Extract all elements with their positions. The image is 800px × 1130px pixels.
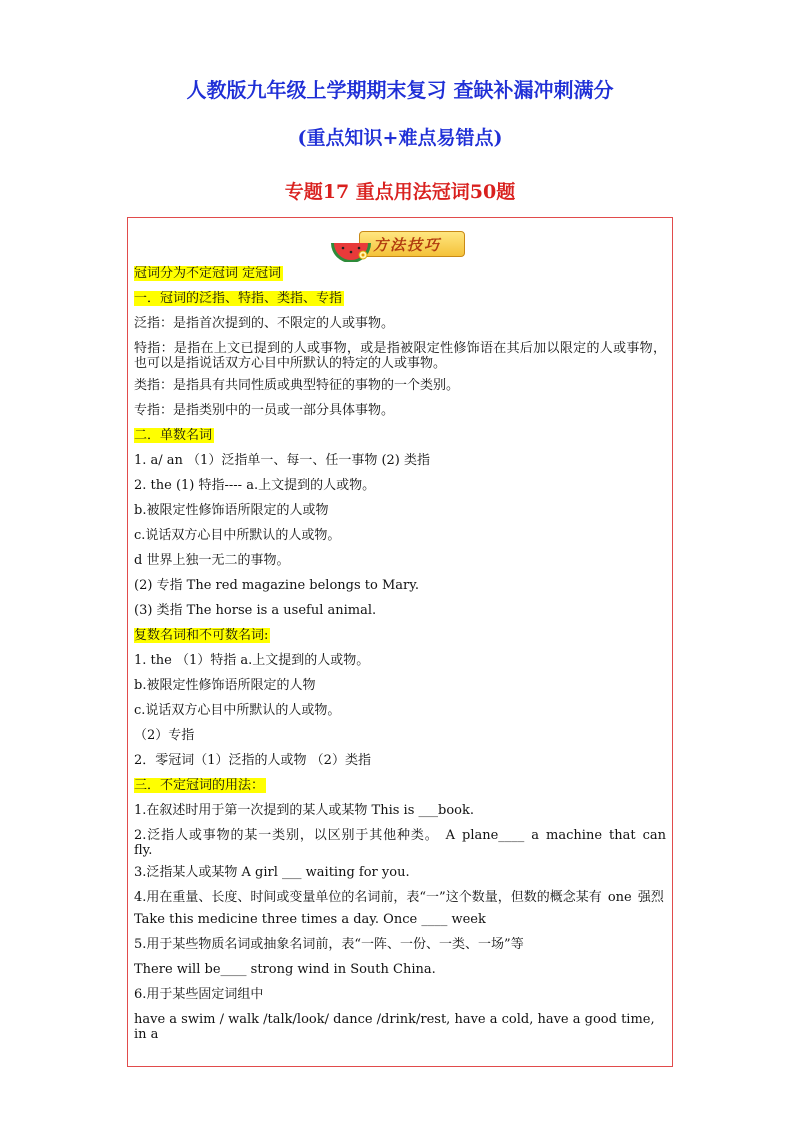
document-title: 人教版九年级上学期期末复习 查缺补漏冲刺满分 xyxy=(186,78,614,102)
line-text: 1.在叙述时用于第一次提到的某人或某物 This is ___book. xyxy=(134,803,474,818)
line-text: d 世界上独一无二的事物。 xyxy=(134,553,290,568)
content-line xyxy=(134,653,666,668)
line-text: 1. a/ an （1）泛指单一、每一、任一事物 (2) 类指 xyxy=(134,453,431,468)
content-line xyxy=(134,828,666,858)
line-text: 6.用于某些固定词组中 xyxy=(134,987,264,1002)
content-line xyxy=(134,341,666,371)
line-text: c.说话双方心目中所默认的人或物。 xyxy=(134,528,341,543)
content-line xyxy=(134,962,666,977)
line-text: 5.用于某些物质名词或抽象名词前，表“一阵、一份、一类、一场”等 xyxy=(134,937,524,952)
line-text: 2.泛指人或事物的某一类别，以区别于其他种类。 A plane____ a machine that can fly. xyxy=(134,828,666,858)
highlighted-heading: 冠词分为不定冠词 定冠词 xyxy=(134,266,282,281)
line-text: 专指：是指类别中的一员或一部分具体事物。 xyxy=(134,403,395,418)
content-line xyxy=(134,865,666,880)
highlighted-heading: 复数名词和不可数名词: xyxy=(134,628,269,643)
line-text: 泛指：是指首次提到的、不限定的人或事物。 xyxy=(134,316,395,331)
content-line xyxy=(134,378,666,393)
highlighted-heading: 二．单数名词 xyxy=(134,428,213,443)
watermelon-icon xyxy=(329,225,373,262)
line-text: 2. the (1) 特指---- a.上文提到的人或物。 xyxy=(134,478,376,493)
line-text: （2）专指 xyxy=(134,728,195,743)
content-line xyxy=(134,266,666,281)
content-line xyxy=(134,728,666,743)
content-line xyxy=(134,578,666,593)
content-line xyxy=(134,912,666,927)
content-line xyxy=(134,528,666,543)
highlighted-heading: 三．不定冠词的用法： xyxy=(134,778,265,793)
content-line xyxy=(134,628,666,643)
highlighted-heading: 一．冠词的泛指、特指、类指、专指 xyxy=(134,291,343,306)
content-line xyxy=(134,987,666,1002)
content-line xyxy=(134,478,666,493)
method-box xyxy=(127,217,673,1067)
content-line xyxy=(134,403,666,418)
line-text: There will be____ strong wind in South China. xyxy=(134,962,436,977)
content-line xyxy=(134,937,666,952)
content-line xyxy=(134,316,666,331)
line-text: 2．零冠词（1）泛指的人或物 （2）类指 xyxy=(134,753,371,768)
content-line xyxy=(134,890,666,905)
line-text: 1. the （1）特指 a.上文提到的人或物。 xyxy=(134,653,370,668)
line-text: have a swim / walk /talk/look/ dance /drink/rest, have a cold, have a good time, in a xyxy=(134,1012,655,1042)
line-text: 3.泛指某人或某物 A girl ___ waiting for you. xyxy=(134,865,410,880)
line-text: b.被限定性修饰语所限定的人或物 xyxy=(134,503,329,518)
line-text: b.被限定性修饰语所限定的人物 xyxy=(134,678,316,693)
line-text: 特指：是指在上文已提到的人或事物，或是指被限定性修饰语在其后加以限定的人或事物，也可以是指说话双方心目中所默认的特定的人或事物。 xyxy=(134,341,666,371)
line-text: 类指：是指具有共同性质或典型特征的事物的一个类别。 xyxy=(134,378,460,393)
line-text: Take this medicine three times a day. Once ____ week xyxy=(134,912,486,927)
document-subtitle: (重点知识+难点易错点) xyxy=(297,127,503,149)
content-line xyxy=(134,553,666,568)
content-line xyxy=(134,803,666,818)
content-line xyxy=(134,778,666,793)
content-line xyxy=(134,428,666,443)
topic-heading: 专题17 重点用法冠词50题 xyxy=(284,181,516,203)
content-line xyxy=(134,453,666,468)
line-text: (2) 专指 The red magazine belongs to Mary. xyxy=(134,578,419,593)
line-text: c.说话双方心目中所默认的人或物。 xyxy=(134,703,341,718)
content-line xyxy=(134,753,666,768)
badge-label: 方法技巧 xyxy=(373,236,442,254)
content-line xyxy=(134,503,666,518)
content-line xyxy=(134,603,666,618)
line-text: 4.用在重量、长度、时间或变量单位的名词前，表“一”这个数量，但数的概念某有 one 强烈 xyxy=(134,890,664,905)
content-line xyxy=(134,1012,666,1042)
line-text: (3) 类指 The horse is a useful animal. xyxy=(134,603,377,618)
method-content xyxy=(134,266,666,1052)
content-line xyxy=(134,678,666,693)
content-line xyxy=(134,703,666,718)
method-badge xyxy=(329,225,467,262)
content-line xyxy=(134,291,666,306)
